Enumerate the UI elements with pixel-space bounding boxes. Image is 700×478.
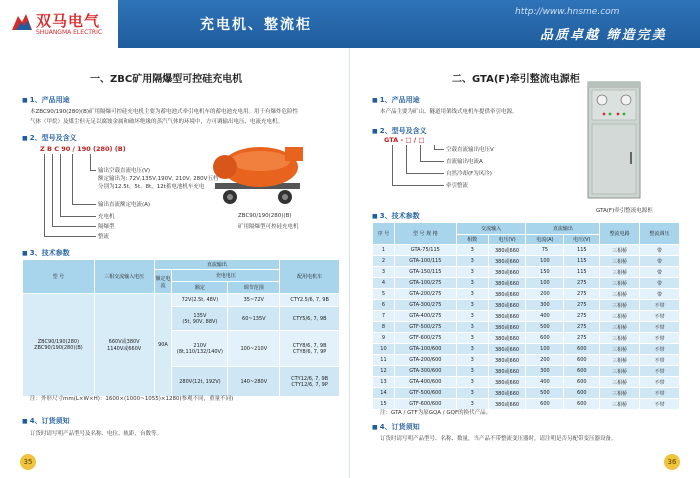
logo-subtext: SHUANGMA ELECTRIC: [36, 29, 103, 36]
th-no: 序 号: [373, 223, 395, 245]
right-usage-heading: ■ 1、产品用途: [372, 95, 420, 105]
table-cell: 380或660: [488, 256, 526, 267]
table-cell: 300: [526, 300, 564, 311]
table-cell: 600: [564, 399, 600, 410]
table-cell: 600: [564, 344, 600, 355]
table-cell: CTY12/6, 7, 9B CTY12/6, 7, 9P: [280, 367, 340, 397]
right-usage-text: 本产品主要为矿山、隧道用架线式电机车提供牵引电源。: [380, 109, 518, 115]
table-cell: 115: [564, 245, 600, 256]
legend-item: 整流: [98, 234, 110, 240]
table-cell: 275: [564, 333, 600, 344]
legend-line: [44, 154, 45, 236]
legend-line: [72, 204, 96, 205]
table-cell: 13: [373, 377, 395, 388]
table-row: [373, 333, 680, 344]
right-page-title: 二、GTA(F)牵引整流电源柜: [452, 74, 580, 85]
table-cell: 380或660: [488, 300, 526, 311]
table-cell: 三相桥: [600, 344, 640, 355]
table-cell: 带: [640, 289, 680, 300]
table-cell: 5: [373, 289, 395, 300]
rectifier-table-body: [373, 245, 680, 410]
table-cell: 三相桥: [600, 355, 640, 366]
table-cell: 275: [564, 311, 600, 322]
table-cell: GTA-100/275: [394, 278, 456, 289]
table-cell: 400: [526, 311, 564, 322]
table-cell: 3: [456, 388, 488, 399]
charger-image-caption-2: 矿用隔爆型可控硅充电机: [238, 224, 299, 230]
right-model-code: GTA - □ / □: [384, 136, 425, 144]
table-cell: 115: [564, 267, 600, 278]
table-cell: 三相桥: [600, 256, 640, 267]
table-cell: 3: [456, 256, 488, 267]
table-cell: 三相桥: [600, 388, 640, 399]
table-cell: 三相桥: [600, 333, 640, 344]
table-cell: 300: [526, 366, 564, 377]
table-cell: 3: [456, 399, 488, 410]
left-model-heading: ■ 2、型号及含义: [22, 133, 77, 143]
table-cell: 380或660: [488, 333, 526, 344]
legend-line: [90, 154, 91, 170]
table-cell: 6: [373, 300, 395, 311]
left-usage-text-2: 气体（甲烷）及煤尘但无足以腐蚀金属和破坏绝缘的蒸汽气体的环境中，方可调输出电压、电流充电机。: [30, 119, 284, 125]
table-cell: 3: [373, 267, 395, 278]
charger-image-caption-1: ZBC90/190(280)(B): [238, 213, 292, 219]
table-cell: 不带: [640, 355, 680, 366]
legend-line: [60, 154, 61, 216]
table-cell: 500: [526, 388, 564, 399]
table-cell: 380或660: [488, 355, 526, 366]
legend-item: 牵引整流: [446, 183, 469, 189]
table-row: [373, 355, 680, 366]
left-order-heading: ■ 4、订货须知: [22, 416, 70, 426]
legend-item: 额定输出为: 72V,135V,190V, 210V, 280V五档: [98, 176, 219, 182]
legend-item: 空载直流输出电压V: [446, 147, 494, 153]
table-cell: 三相桥: [600, 377, 640, 388]
table-cell: 带: [640, 245, 680, 256]
th-rect-circuit: 整流电路: [600, 223, 640, 245]
table-cell: 不带: [640, 300, 680, 311]
table-cell: 200: [526, 289, 564, 300]
table-cell: 11: [373, 355, 395, 366]
table-cell: 115: [564, 256, 600, 267]
table-cell: 3: [456, 245, 488, 256]
charger-spec-table: [22, 259, 340, 397]
legend-line: [392, 145, 393, 185]
left-page-title: 一、ZBC矿用隔爆型可控硅充电机: [90, 74, 243, 85]
table-cell: 600: [564, 377, 600, 388]
logo: [0, 0, 118, 48]
th-dc-current: 电流(A): [526, 235, 564, 245]
legend-line: [420, 145, 421, 161]
left-usage-heading: ■ 1、产品用途: [22, 95, 70, 105]
table-cell: 带: [640, 256, 680, 267]
table-cell: 3: [456, 322, 488, 333]
table-cell: 2: [373, 256, 395, 267]
left-order-text: 订货时请写明产品型号及名称、电位、轨距、台数等。: [30, 431, 163, 437]
table-cell: 600: [564, 366, 600, 377]
right-order-text: 订货时请写明产品型号、名称、数量，当产品不带整流变压器时，请注明是否另配带变压器设备。: [380, 436, 617, 442]
logo-text: 双马电气: [36, 12, 101, 30]
table-cell: CTY8/6, 7, 9B CTY8/6, 7, 9P: [280, 331, 340, 367]
legend-line: [44, 236, 96, 237]
table-cell: 35~72V: [228, 294, 280, 307]
charger-product-image: [205, 135, 310, 210]
table-cell: 600: [526, 399, 564, 410]
table-cell: 200: [526, 355, 564, 366]
table-cell: 600: [526, 333, 564, 344]
table-cell: 500: [526, 322, 564, 333]
th-model: 型 号: [23, 260, 95, 294]
legend-line: [434, 149, 444, 150]
left-note: 注：外形尺寸mm(L×W×H)：1600×(1000~1055)×1280(参观不同，重量不同): [30, 396, 234, 402]
table-cell: 3: [456, 355, 488, 366]
table-cell: GTF-600/275: [394, 333, 456, 344]
table-cell: 150: [526, 267, 564, 278]
table-cell: 三相桥: [600, 278, 640, 289]
legend-item: 充电机: [98, 214, 115, 220]
right-model-heading: ■ 2、型号及含义: [372, 126, 427, 136]
legend-line: [420, 161, 444, 162]
table-cell: 不带: [640, 377, 680, 388]
table-cell: 3: [456, 289, 488, 300]
rectifier-spec-table: [372, 222, 680, 410]
table-cell: 15: [373, 399, 395, 410]
table-cell: 三相桥: [600, 322, 640, 333]
left-usage-text-1: 本ZBC90/190(280)(B)矿用隔爆可控硅充电机主要为蓄电池式牵引电机车的蓄电池充电用。用于有爆炸危险性: [30, 109, 298, 115]
left-model-code: Z B C 90 / 190 (280) (B): [40, 145, 126, 153]
table-row: [373, 278, 680, 289]
table-cell: GTA-150/115: [394, 267, 456, 278]
table-row: [373, 289, 680, 300]
table-cell: 三相桥: [600, 289, 640, 300]
th-input: 三相交流输入电压: [94, 260, 154, 294]
table-cell: GTF-500/275: [394, 322, 456, 333]
table-cell: 100~210V: [228, 331, 280, 367]
table-cell: 14: [373, 388, 395, 399]
table-cell: 100: [526, 278, 564, 289]
th-charge-voltage: 充电电压: [172, 270, 280, 282]
table-row: [373, 256, 680, 267]
table-cell: 280V(12t, 192V): [172, 367, 228, 397]
table-row: [373, 377, 680, 388]
table-cell: 三相桥: [600, 399, 640, 410]
th-volt-reg: 整流调压: [640, 223, 680, 245]
table-cell: 不带: [640, 322, 680, 333]
table-cell: 3: [456, 333, 488, 344]
table-cell: GTA-200/600: [394, 355, 456, 366]
table-cell: 275: [564, 289, 600, 300]
th-dc-output: 直流输出: [526, 223, 600, 235]
table-row: [373, 322, 680, 333]
legend-line: [72, 154, 73, 204]
table-cell: GTA-400/275: [394, 311, 456, 322]
table-cell: GTA-400/600: [394, 377, 456, 388]
table-cell: GTF-600/600: [394, 399, 456, 410]
table-cell: 不带: [640, 333, 680, 344]
legend-item: 自然冷却(F为风冷): [446, 171, 492, 177]
table-cell: 275: [564, 278, 600, 289]
table-cell: CTY2.5/6, 7, 9B: [280, 294, 340, 307]
page-number-left: 35: [20, 454, 36, 470]
table-cell: 140~280V: [228, 367, 280, 397]
table-cell: 带: [640, 267, 680, 278]
legend-item: 分别为12.5t、5t、8t、12t蓄电池机车充电: [98, 184, 205, 190]
table-cell: 100: [526, 256, 564, 267]
cell-input: 660V或380V 1140V或660V: [94, 294, 154, 397]
right-specs-heading: ■ 3、技术参数: [372, 211, 420, 221]
table-cell: CTY5/6, 7, 9B: [280, 307, 340, 331]
table-cell: GTA-300/275: [394, 300, 456, 311]
horse-logo-icon: [10, 10, 34, 34]
th-model: 型 号 规 格: [394, 223, 456, 245]
website-url[interactable]: http://www.hnsme.com: [515, 7, 620, 17]
th-dc-output: 直流输出: [154, 260, 280, 270]
table-cell: 210V (8t,110/132/140V): [172, 331, 228, 367]
legend-line: [52, 226, 96, 227]
th-range: 调节范围: [228, 282, 280, 294]
table-cell: 三相桥: [600, 366, 640, 377]
th-ac-input: 交流输入: [456, 223, 526, 235]
legend-line: [406, 145, 407, 173]
table-cell: 100: [526, 344, 564, 355]
table-cell: GTA-100/115: [394, 256, 456, 267]
table-cell: GTF-500/600: [394, 388, 456, 399]
table-row: [373, 311, 680, 322]
table-cell: 75: [526, 245, 564, 256]
table-row: [373, 267, 680, 278]
table-cell: 不带: [640, 366, 680, 377]
table-cell: 135V (5t, 90V, 88V): [172, 307, 228, 331]
table-cell: 275: [564, 300, 600, 311]
table-cell: 380或660: [488, 366, 526, 377]
table-cell: 不带: [640, 311, 680, 322]
table-cell: GTA-200/275: [394, 289, 456, 300]
table-cell: 3: [456, 278, 488, 289]
th-rated-current: 额定电流: [154, 270, 172, 294]
table-row: [373, 366, 680, 377]
legend-line: [392, 185, 444, 186]
table-cell: 600: [564, 355, 600, 366]
table-cell: 380或660: [488, 388, 526, 399]
table-cell: 1: [373, 245, 395, 256]
table-cell: 380或660: [488, 377, 526, 388]
th-dc-voltage: 电压(V): [564, 235, 600, 245]
table-cell: 380或660: [488, 289, 526, 300]
table-cell: 12: [373, 366, 395, 377]
table-cell: 9: [373, 333, 395, 344]
table-cell: 3: [456, 344, 488, 355]
cell-current: 90A: [154, 294, 172, 397]
table-cell: 不带: [640, 399, 680, 410]
table-cell: 400: [526, 377, 564, 388]
legend-item: 输出空载直流电压(V): [98, 168, 151, 174]
table-row: [373, 344, 680, 355]
legend-item: 隔爆型: [98, 224, 115, 230]
table-cell: GTA-75/115: [394, 245, 456, 256]
table-cell: 3: [456, 300, 488, 311]
table-cell: 三相桥: [600, 267, 640, 278]
table-cell: 三相桥: [600, 311, 640, 322]
table-cell: 600: [564, 388, 600, 399]
table-cell: 不带: [640, 344, 680, 355]
table-cell: 380或660: [488, 267, 526, 278]
cabinet-product-image: [586, 80, 642, 200]
table-row: [373, 388, 680, 399]
section-title: 充电机、整流柜: [200, 17, 312, 33]
table-row: [373, 245, 680, 256]
table-cell: 10: [373, 344, 395, 355]
th-ac-voltage: 电压(V): [488, 235, 526, 245]
table-row: [373, 300, 680, 311]
table-cell: 72V(2.5t, 48V): [172, 294, 228, 307]
table-cell: GTA-300/600: [394, 366, 456, 377]
page-divider: [349, 48, 350, 478]
table-cell: GTA-100/600: [394, 344, 456, 355]
page-number-right: 36: [664, 454, 680, 470]
right-order-heading: ■ 4、订货须知: [372, 422, 420, 432]
table-cell: 4: [373, 278, 395, 289]
right-note: 注：GTA / GTF为原GQA / GQF的换代产品。: [380, 410, 492, 416]
cell-model: ZBC90/190(280) ZBC90/190(280)(B): [23, 294, 95, 397]
table-cell: 380或660: [488, 399, 526, 410]
table-cell: 3: [456, 377, 488, 388]
table-cell: 380或660: [488, 245, 526, 256]
table-cell: 60~135V: [228, 307, 280, 331]
legend-item: 直流输出电流A: [446, 159, 483, 165]
table-cell: 380或660: [488, 322, 526, 333]
left-specs-heading: ■ 3、技术参数: [22, 248, 70, 258]
table-cell: 三相桥: [600, 245, 640, 256]
table-cell: 三相桥: [600, 300, 640, 311]
cabinet-caption: GTA(F)牵引整流电源柜: [596, 208, 653, 214]
th-phase: 相数: [456, 235, 488, 245]
table-cell: 3: [456, 366, 488, 377]
legend-line: [52, 154, 53, 226]
slogan: 品质卓越 缔造完美: [540, 28, 667, 43]
table-cell: 3: [456, 311, 488, 322]
table-cell: 不带: [640, 388, 680, 399]
table-cell: 带: [640, 278, 680, 289]
th-rated: 额定: [172, 282, 228, 294]
table-cell: 380或660: [488, 278, 526, 289]
table-cell: 380或660: [488, 311, 526, 322]
th-loco: 配用电机车: [280, 260, 340, 294]
legend-line: [90, 170, 96, 171]
table-cell: 7: [373, 311, 395, 322]
table-cell: 3: [456, 267, 488, 278]
table-cell: 380或660: [488, 344, 526, 355]
table-cell: 275: [564, 322, 600, 333]
table-cell: 8: [373, 322, 395, 333]
legend-line: [406, 173, 444, 174]
legend-item: 输出直流额定电流(A): [98, 202, 151, 208]
legend-line: [60, 216, 96, 217]
